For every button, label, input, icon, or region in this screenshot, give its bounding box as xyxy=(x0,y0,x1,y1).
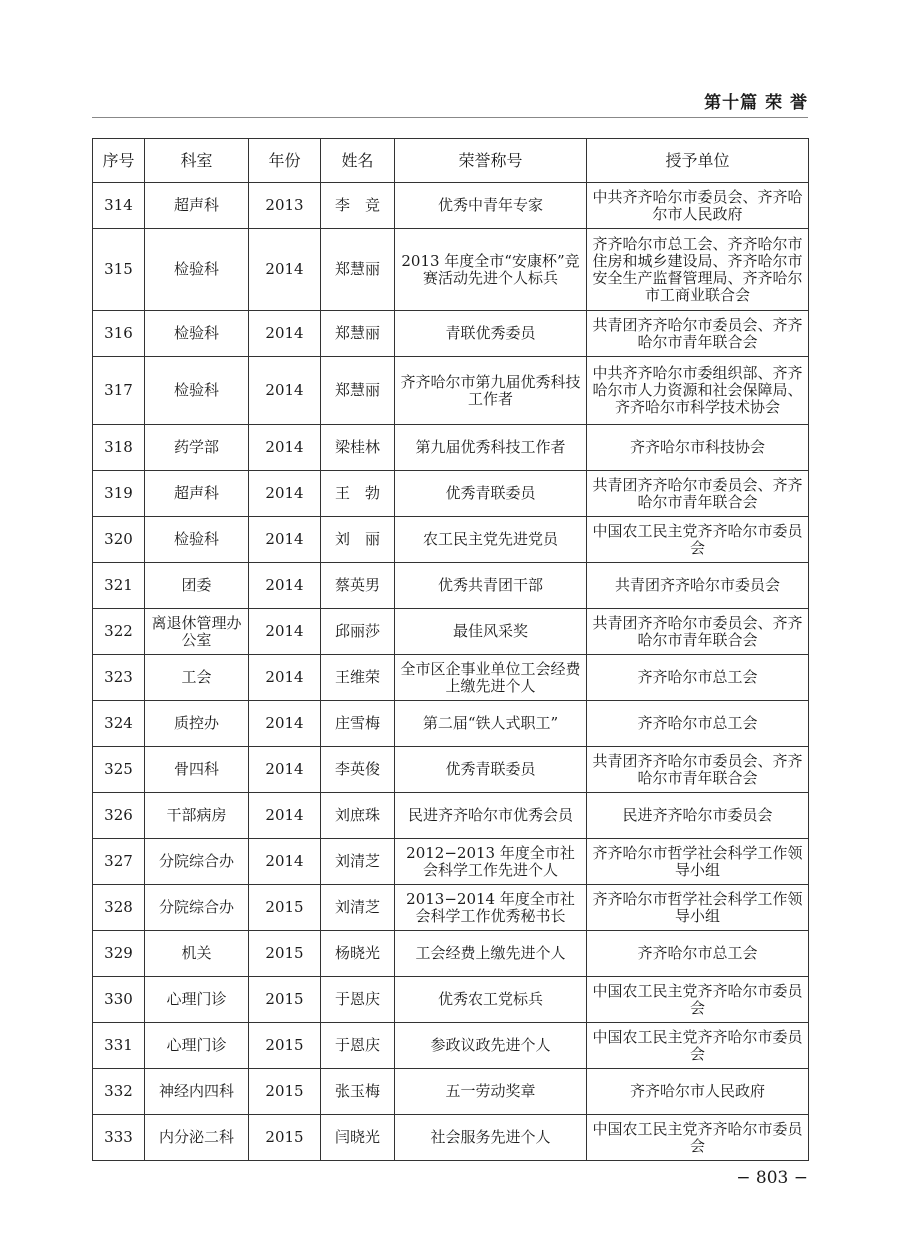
cell-index: 318 xyxy=(93,425,145,471)
column-header-name: 姓名 xyxy=(321,139,395,183)
cell-year: 2014 xyxy=(249,609,321,655)
cell-name: 庄雪梅 xyxy=(321,701,395,747)
table-row xyxy=(93,747,809,793)
cell-year: 2014 xyxy=(249,517,321,563)
cell-department: 离退休管理办公室 xyxy=(145,609,249,655)
cell-honor: 民进齐齐哈尔市优秀会员 xyxy=(395,793,587,839)
cell-department: 心理门诊 xyxy=(145,977,249,1023)
cell-honor: 最佳风采奖 xyxy=(395,609,587,655)
table-row xyxy=(93,471,809,517)
cell-index: 329 xyxy=(93,931,145,977)
cell-department: 药学部 xyxy=(145,425,249,471)
column-header-index: 序号 xyxy=(93,139,145,183)
cell-honor: 青联优秀委员 xyxy=(395,311,587,357)
table-header-row xyxy=(93,139,809,183)
cell-honor: 五一劳动奖章 xyxy=(395,1069,587,1115)
cell-name: 蔡英男 xyxy=(321,563,395,609)
cell-honor: 第九届优秀科技工作者 xyxy=(395,425,587,471)
column-header-year: 年份 xyxy=(249,139,321,183)
cell-year: 2014 xyxy=(249,425,321,471)
cell-honor: 农工民主党先进党员 xyxy=(395,517,587,563)
cell-year: 2014 xyxy=(249,563,321,609)
cell-index: 323 xyxy=(93,655,145,701)
cell-name: 郑慧丽 xyxy=(321,229,395,311)
cell-index: 333 xyxy=(93,1115,145,1161)
table-row xyxy=(93,425,809,471)
cell-index: 332 xyxy=(93,1069,145,1115)
cell-issuer: 齐齐哈尔市科技协会 xyxy=(587,425,809,471)
cell-name: 李英俊 xyxy=(321,747,395,793)
cell-issuer: 齐齐哈尔市总工会 xyxy=(587,655,809,701)
table-row xyxy=(93,793,809,839)
cell-issuer: 中国农工民主党齐齐哈尔市委员会 xyxy=(587,977,809,1023)
cell-honor: 优秀青联委员 xyxy=(395,471,587,517)
cell-department: 超声科 xyxy=(145,471,249,517)
cell-honor: 优秀共青团干部 xyxy=(395,563,587,609)
cell-name: 刘清芝 xyxy=(321,839,395,885)
cell-issuer: 齐齐哈尔市哲学社会科学工作领导小组 xyxy=(587,885,809,931)
table-row xyxy=(93,357,809,425)
cell-honor: 优秀农工党标兵 xyxy=(395,977,587,1023)
cell-issuer: 共青团齐齐哈尔市委员会、齐齐哈尔市青年联合会 xyxy=(587,609,809,655)
table-row xyxy=(93,563,809,609)
cell-year: 2015 xyxy=(249,931,321,977)
cell-index: 325 xyxy=(93,747,145,793)
page-number: − 803 − xyxy=(736,1168,808,1188)
cell-honor: 2012−2013 年度全市社会科学工作先进个人 xyxy=(395,839,587,885)
cell-issuer: 中国农工民主党齐齐哈尔市委员会 xyxy=(587,517,809,563)
table-row xyxy=(93,1023,809,1069)
cell-name: 梁桂林 xyxy=(321,425,395,471)
cell-honor: 参政议政先进个人 xyxy=(395,1023,587,1069)
cell-issuer: 民进齐齐哈尔市委员会 xyxy=(587,793,809,839)
cell-index: 314 xyxy=(93,183,145,229)
cell-issuer: 中国农工民主党齐齐哈尔市委员会 xyxy=(587,1115,809,1161)
cell-name: 闫晓光 xyxy=(321,1115,395,1161)
cell-honor: 工会经费上缴先进个人 xyxy=(395,931,587,977)
cell-index: 322 xyxy=(93,609,145,655)
table-row xyxy=(93,229,809,311)
cell-year: 2014 xyxy=(249,357,321,425)
cell-year: 2014 xyxy=(249,793,321,839)
cell-index: 327 xyxy=(93,839,145,885)
cell-honor: 优秀青联委员 xyxy=(395,747,587,793)
cell-honor: 2013 年度全市“安康杯”竞赛活动先进个人标兵 xyxy=(395,229,587,311)
cell-honor: 2013−2014 年度全市社会科学工作优秀秘书长 xyxy=(395,885,587,931)
cell-department: 内分泌二科 xyxy=(145,1115,249,1161)
table-row xyxy=(93,839,809,885)
page-header: 第十篇 荣 誉 xyxy=(704,93,808,113)
cell-department: 质控办 xyxy=(145,701,249,747)
cell-name: 于恩庆 xyxy=(321,977,395,1023)
cell-department: 机关 xyxy=(145,931,249,977)
cell-name: 于恩庆 xyxy=(321,1023,395,1069)
cell-name: 刘清芝 xyxy=(321,885,395,931)
cell-index: 331 xyxy=(93,1023,145,1069)
cell-year: 2014 xyxy=(249,839,321,885)
cell-name: 王维荣 xyxy=(321,655,395,701)
cell-department: 神经内四科 xyxy=(145,1069,249,1115)
cell-issuer: 共青团齐齐哈尔市委员会、齐齐哈尔市青年联合会 xyxy=(587,311,809,357)
cell-index: 330 xyxy=(93,977,145,1023)
cell-honor: 全市区企事业单位工会经费上缴先进个人 xyxy=(395,655,587,701)
cell-issuer: 齐齐哈尔市总工会 xyxy=(587,931,809,977)
cell-issuer: 齐齐哈尔市人民政府 xyxy=(587,1069,809,1115)
cell-department: 骨四科 xyxy=(145,747,249,793)
cell-department: 心理门诊 xyxy=(145,1023,249,1069)
cell-name: 杨晓光 xyxy=(321,931,395,977)
cell-department: 检验科 xyxy=(145,311,249,357)
cell-issuer: 共青团齐齐哈尔市委员会 xyxy=(587,563,809,609)
table-row xyxy=(93,609,809,655)
column-header-department: 科室 xyxy=(145,139,249,183)
cell-index: 320 xyxy=(93,517,145,563)
cell-department: 干部病房 xyxy=(145,793,249,839)
cell-department: 检验科 xyxy=(145,517,249,563)
cell-issuer: 共青团齐齐哈尔市委员会、齐齐哈尔市青年联合会 xyxy=(587,471,809,517)
cell-index: 326 xyxy=(93,793,145,839)
cell-department: 超声科 xyxy=(145,183,249,229)
table-row xyxy=(93,311,809,357)
cell-name: 郑慧丽 xyxy=(321,311,395,357)
table-row xyxy=(93,517,809,563)
cell-year: 2014 xyxy=(249,747,321,793)
column-header-honor: 荣誉称号 xyxy=(395,139,587,183)
cell-year: 2015 xyxy=(249,885,321,931)
cell-department: 检验科 xyxy=(145,357,249,425)
cell-issuer: 齐齐哈尔市总工会、齐齐哈尔市住房和城乡建设局、齐齐哈尔市安全生产监督管理局、齐齐哈尔市工商业联合会 xyxy=(587,229,809,311)
table-row xyxy=(93,655,809,701)
cell-department: 分院综合办 xyxy=(145,839,249,885)
cell-index: 315 xyxy=(93,229,145,311)
cell-index: 328 xyxy=(93,885,145,931)
table-body xyxy=(93,183,809,1161)
cell-year: 2014 xyxy=(249,701,321,747)
cell-index: 317 xyxy=(93,357,145,425)
cell-issuer: 共青团齐齐哈尔市委员会、齐齐哈尔市青年联合会 xyxy=(587,747,809,793)
cell-issuer: 齐齐哈尔市总工会 xyxy=(587,701,809,747)
table-row xyxy=(93,701,809,747)
cell-year: 2014 xyxy=(249,471,321,517)
header-rule xyxy=(92,117,808,118)
cell-index: 321 xyxy=(93,563,145,609)
cell-year: 2014 xyxy=(249,311,321,357)
table-row xyxy=(93,885,809,931)
cell-name: 郑慧丽 xyxy=(321,357,395,425)
cell-year: 2015 xyxy=(249,1023,321,1069)
cell-honor: 齐齐哈尔市第九届优秀科技工作者 xyxy=(395,357,587,425)
cell-index: 324 xyxy=(93,701,145,747)
cell-honor: 优秀中青年专家 xyxy=(395,183,587,229)
cell-name: 王 勃 xyxy=(321,471,395,517)
cell-year: 2015 xyxy=(249,1069,321,1115)
cell-index: 316 xyxy=(93,311,145,357)
cell-department: 工会 xyxy=(145,655,249,701)
table-row xyxy=(93,931,809,977)
cell-issuer: 中共齐齐哈尔市委员会、齐齐哈尔市人民政府 xyxy=(587,183,809,229)
column-header-issuer: 授予单位 xyxy=(587,139,809,183)
cell-year: 2015 xyxy=(249,977,321,1023)
cell-issuer: 齐齐哈尔市哲学社会科学工作领导小组 xyxy=(587,839,809,885)
cell-honor: 社会服务先进个人 xyxy=(395,1115,587,1161)
cell-name: 李 竞 xyxy=(321,183,395,229)
cell-name: 张玉梅 xyxy=(321,1069,395,1115)
table-row xyxy=(93,1069,809,1115)
cell-year: 2014 xyxy=(249,229,321,311)
cell-name: 刘庶珠 xyxy=(321,793,395,839)
cell-year: 2013 xyxy=(249,183,321,229)
table-row xyxy=(93,183,809,229)
cell-issuer: 中共齐齐哈尔市委组织部、齐齐哈尔市人力资源和社会保障局、齐齐哈尔市科学技术协会 xyxy=(587,357,809,425)
table-row xyxy=(93,1115,809,1161)
cell-issuer: 中国农工民主党齐齐哈尔市委员会 xyxy=(587,1023,809,1069)
table-row xyxy=(93,977,809,1023)
cell-index: 319 xyxy=(93,471,145,517)
cell-name: 刘 丽 xyxy=(321,517,395,563)
cell-department: 检验科 xyxy=(145,229,249,311)
cell-name: 邱丽莎 xyxy=(321,609,395,655)
cell-year: 2014 xyxy=(249,655,321,701)
cell-honor: 第二届“铁人式职工” xyxy=(395,701,587,747)
honors-table xyxy=(92,138,809,1161)
cell-department: 分院综合办 xyxy=(145,885,249,931)
cell-department: 团委 xyxy=(145,563,249,609)
cell-year: 2015 xyxy=(249,1115,321,1161)
